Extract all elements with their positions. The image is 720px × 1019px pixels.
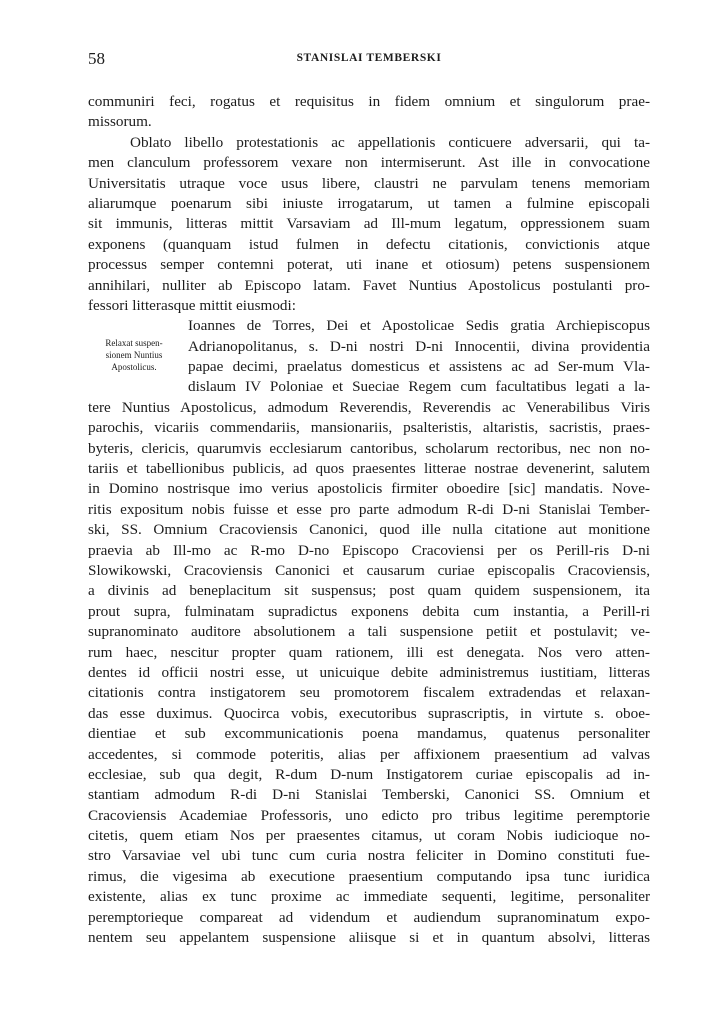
letter-line: tariis et tabellionibus publicis, ad quos praesentes litterae nostrae devenerint, salutem [88,460,650,478]
text-line: communiri feci, rogatus et requisitus in fidem omnium et singulorum prae- [88,93,650,110]
page-header [88,49,650,69]
letter-line: das esse duximus. Quocirca vobis, executoribus suprascriptis, in virtute s. oboe- [88,704,650,722]
letter-line: parochis, vicariis commendariis, mansionariis, psalteristis, altaristis, sacristis, praes- [88,419,650,437]
letter-line: dislaum IV Poloniae et Sueciae Regem cum facultatibus legati a la- [188,378,650,396]
page-number: 58 [88,49,105,68]
letter-line: a divinis ad beneplacitum sit suspensus; post quam quidem suspensionem, ita [88,582,650,600]
letter-line: prout supra, fulminatam supradictus exponens debita cum instantia, a Perill-ri [88,602,650,620]
letter-line: dentes id officii nostri esse, ut unicuique debite administremus iustitiam, litteras [88,663,650,681]
letter-line: supranominato auditore absolutionem a tali suspensione petiit et postulavit; ve- [88,623,650,641]
letter-line: Ioannes de Torres, Dei et Apostolicae Sedis gratia Archiepiscopus [188,317,650,335]
running-head: STANISLAI TEMBERSKI [296,52,442,64]
letter-line: peremptorieque compareat ad videndum et audiendum supranominatum expo- [88,908,650,926]
letter-line: rimus, die vigesima ab executione praesentium computando ipsa tunc iuridica [88,867,650,885]
margin-note-line: Relaxat suspen- [105,338,163,348]
letter-line: ecclesiae, sub qua degit, R-dum D-num Instigatorem curiae episcopalis ad in- [88,765,650,783]
letter-line: Slowikowski, Cracoviensis Canonici et causarum curiae episcopalis Cracoviensis, [88,561,650,579]
page-body [88,92,650,948]
letter-line: papae decimi, praelatus domesticus et assistens ac ad Ser-mum Vla- [188,358,650,376]
letter-line: citetis, quem etiam Nos per praesentes citamus, ut coram Nobis iudicioque no- [88,827,650,845]
letter-line: praevia ab Ill-mo ac R-mo D-no Episcopo Cracoviensi per os Perill-ris D-ni [88,541,650,559]
letter-line: accedentes, si commode poteritis, alias per affixionem praesentium ad valvas [88,745,650,763]
letter-line: tere Nuntius Apostolicus, admodum Reverendis, Reverendis ac Venerabilibus Viris [88,398,650,416]
text-line: fessori litterasque mittit eiusmodi: [88,296,296,314]
text-line: Universitatis utraque voce usus libere, claustri ne parvulam tenens memoriam [88,174,650,192]
text-line: annihilari, nulliter ab Episcopo latam. Favet Nuntius Apostolicus postulanti pro- [88,276,650,294]
letter-line: dientiae et sub excommunicationis poena mandamus, quatenus personaliter [88,725,650,743]
margin-note-line: Apostolicus. [111,362,157,372]
letter-line: Cracoviensis Academiae Professoris, uno edicto pro tribus legitime peremptorie [88,806,650,824]
letter-line: nentem seu appelantem suspensione aliisque si et in quantum absolvi, litteras [88,929,650,947]
letter-line: Adrianopolitanus, s. D-ni nostri D-ni Innocentii, divina providentia [188,337,650,355]
text-line: sit immunis, litteras mittit Varsaviam ad Ill-mum legatum, oppressionem suam [88,215,650,233]
text-line: Oblato libello protestationis ac appellationis conticuere adversarii, qui ta- [130,133,650,151]
letter-line: byteris, clericis, quarumvis ecclesiarum cantoribus, scholarum rectoribus, nec non no- [88,439,650,457]
text-line: men clanculum professorem vexare non intermiserunt. Ast ille in convocatione [88,154,650,172]
letter-line: existente, alias ex tunc proxime ac immediate sequenti, legitime, personaliter [88,888,650,906]
letter-line: rum haec, nescitur propter quam rationem, illi est denegata. Nos vero atten- [88,643,650,661]
text-line: processus semper contemni poterat, uti inane et otiosum) petens suspensionem [88,256,650,274]
letter-line: stantiam admodum R-di D-ni Stanislai Temberski, Canonici SS. Omnium et [88,786,650,804]
letter-line: ritis expositum nobis fuisse et esse pro parte admodum R-di D-ni Stanislai Tember- [88,500,650,518]
margin-note-line: sionem Nuntius [105,350,163,360]
text-line: aliarumque poenarum sibi iniuste irrogatarum, ut tamen a fulmine episcopali [88,194,650,212]
letter-line: in Domino nostrisque imo verius apostolicis firmiter oboedire [sic] mandatis. Nove- [88,480,650,498]
text-line: exponens (quanquam istud fulmen in defectu citationis, convictionis atque [88,235,650,253]
margin-note [88,337,180,373]
letter-line: ski, SS. Omnium Cracoviensis Canonici, quod ille nulla citatione aut monitione [88,521,650,539]
letter-line: stro Varsaviae vel ubi tunc cum curia nostra feliciter in Domino constituti fue- [88,847,650,865]
text-line: missorum. [88,113,152,131]
letter-line: citationis contra instigatorem seu promotorem fiscalem extradendas et relaxan- [88,684,650,702]
